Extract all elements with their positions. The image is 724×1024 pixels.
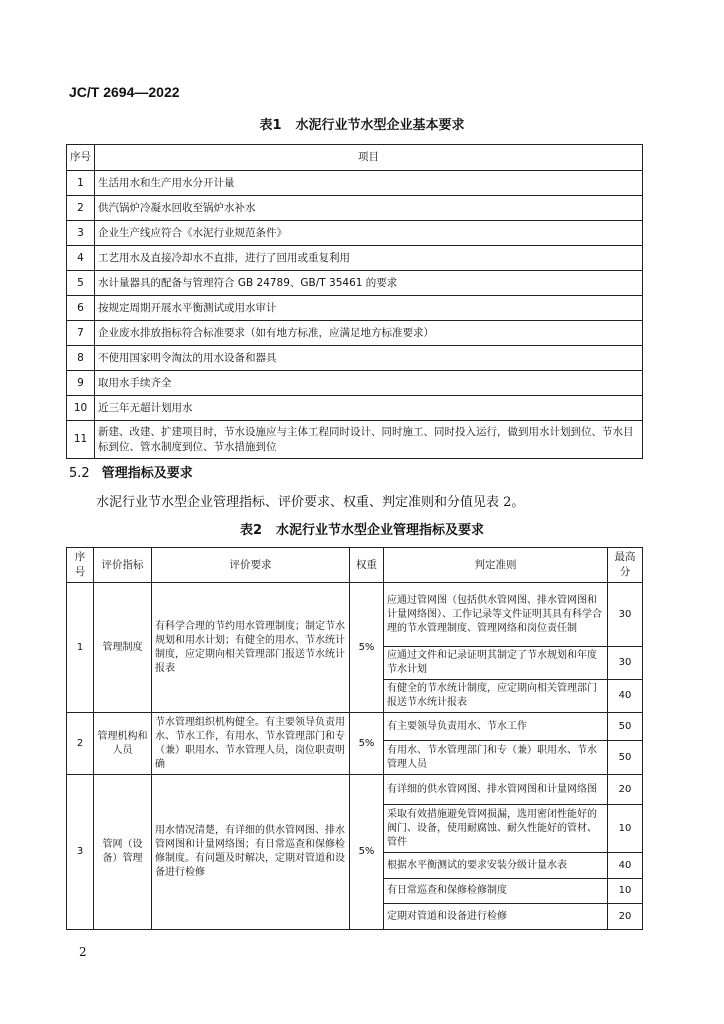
table2-requirement: 有科学合理的节约用水管理制度；制定节水规划和用水计划；有健全的用水、节水统计制度，应定期向相关管理部门报送节水统计报表 [152, 583, 350, 713]
table2-weight: 5% [350, 713, 384, 775]
table1-row-text: 不使用国家明令淘汰的用水设备和器具 [95, 346, 643, 371]
table2-requirement: 用水情况清楚，有详细的供水管网图、排水管网图和计量网络图；有日常巡查和保修检修制度。有问题及时解决，定期对管道和设备进行检修 [152, 775, 350, 930]
table1-header-no: 序号 [67, 145, 95, 171]
table1-row-no: 2 [67, 196, 95, 221]
table2-score: 10 [608, 805, 643, 853]
table1-row-no: 4 [67, 246, 95, 271]
table2-caption [0, 519, 724, 538]
table1-row-text: 企业生产线应符合《水泥行业规范条件》 [95, 221, 643, 246]
table2-header-criterion: 判定准则 [384, 548, 608, 583]
table1-row-no: 8 [67, 346, 95, 371]
table2-indicator: 管理制度 [94, 583, 152, 713]
table2-criterion: 有健全的节水统计制度，应定期向相关管理部门报送节水统计报表 [384, 680, 608, 713]
table2-header-max-score: 最高分 [608, 548, 643, 583]
table2-caption-number: 表2 [239, 523, 263, 538]
table1-header-item: 项目 [95, 145, 643, 171]
table2-criterion: 应通过管网图（包括供水管网图、排水管网图和计量网络图）、工作记录等文件证明其具有科学合理的节水管理制度、管理网络和岗位责任制 [384, 583, 608, 647]
table2-weight: 5% [350, 775, 384, 930]
table2-criterion: 根据水平衡测试的要求安装分级计量水表 [384, 853, 608, 879]
table2-requirement: 节水管理组织机构健全。有主要领导负责用水、节水工作，有用水、节水管理部门和专（兼）职用水、节水管理人员，岗位职责明确 [152, 713, 350, 775]
table1-row-no: 11 [67, 421, 95, 459]
table1-row-text: 水计量器具的配备与管理符合 GB 24789、GB/T 35461 的要求 [95, 271, 643, 296]
table2-criterion: 采取有效措施避免管网损漏，选用密闭性能好的阀门、设备，使用耐腐蚀、耐久性能好的管材、管件 [384, 805, 608, 853]
table2-weight: 5% [350, 583, 384, 713]
table2-criterion: 应通过文件和记录证明其制定了节水规划和年度节水计划 [384, 647, 608, 680]
table2-header-requirement: 评价要求 [152, 548, 350, 583]
table1-caption-title: 水泥行业节水型企业基本要求 [295, 118, 465, 133]
table2-header-weight: 权重 [350, 548, 384, 583]
table2-criterion: 有用水、节水管理部门和专（兼）职用水、节水管理人员 [384, 741, 608, 775]
table1-caption [0, 114, 724, 133]
table2-criterion: 定期对管道和设备进行检修 [384, 904, 608, 930]
table2-group-no: 3 [67, 775, 94, 930]
table1-row-text: 企业废水排放指标符合标准要求（如有地方标准，应满足地方标准要求） [95, 321, 643, 346]
table1-row-no: 5 [67, 271, 95, 296]
table2-score: 50 [608, 713, 643, 741]
table1-row-text: 工艺用水及直接冷却水不直排，进行了回用或重复利用 [95, 246, 643, 271]
table1-row-text: 按规定周期开展水平衡测试或用水审计 [95, 296, 643, 321]
table2-score: 20 [608, 775, 643, 805]
section-title: 管理指标及要求 [101, 466, 193, 481]
table1-row-no: 3 [67, 221, 95, 246]
standard-number: JC/T 2694—2022 [69, 84, 180, 100]
table1-row-no: 9 [67, 371, 95, 396]
table1-row-text: 生活用水和生产用水分开计量 [95, 171, 643, 196]
section-heading [69, 462, 193, 481]
basic-requirements-table [66, 144, 643, 459]
table2-group-no: 1 [67, 583, 94, 713]
table2-criterion: 有详细的供水管网图、排水管网图和计量网络图 [384, 775, 608, 805]
table1-row-text: 取用水手续齐全 [95, 371, 643, 396]
table2-indicator: 管理机构和人员 [94, 713, 152, 775]
table2-header-indicator: 评价指标 [94, 548, 152, 583]
table2-score: 10 [608, 879, 643, 904]
table1-row-no: 7 [67, 321, 95, 346]
table2-group-no: 2 [67, 713, 94, 775]
table1-row-text: 近三年无超计划用水 [95, 396, 643, 421]
table2-header-no: 序号 [67, 548, 94, 583]
table2-indicator: 管网（设备）管理 [94, 775, 152, 930]
table1-row-no: 1 [67, 171, 95, 196]
table2-score: 30 [608, 647, 643, 680]
table1-row-text: 新建、改建、扩建项目时，节水设施应与主体工程同时设计、同时施工、同时投入运行，做到用水计划到位、节水目标到位、管水制度到位、节水措施到位 [95, 421, 643, 459]
table2-score: 20 [608, 904, 643, 930]
table2-criterion: 有主要领导负责用水、节水工作 [384, 713, 608, 741]
table2-score: 40 [608, 680, 643, 713]
table2-score: 40 [608, 853, 643, 879]
management-indicators-table [66, 547, 643, 930]
table2-criterion: 有日常巡查和保修检修制度 [384, 879, 608, 904]
table2-score: 30 [608, 583, 643, 647]
table1-row-no: 10 [67, 396, 95, 421]
section-number: 5.2 [69, 466, 90, 481]
table1-caption-number: 表1 [259, 118, 282, 133]
body-paragraph: 水泥行业节水型企业管理指标、评价要求、权重、判定准则和分值见表 2。 [96, 495, 525, 510]
table2-caption-title: 水泥行业节水型企业管理指标及要求 [276, 523, 485, 538]
table1-row-text: 供汽锅炉冷凝水回收至锅炉水补水 [95, 196, 643, 221]
table1-row-no: 6 [67, 296, 95, 321]
page-number: 2 [79, 945, 87, 959]
table2-score: 50 [608, 741, 643, 775]
